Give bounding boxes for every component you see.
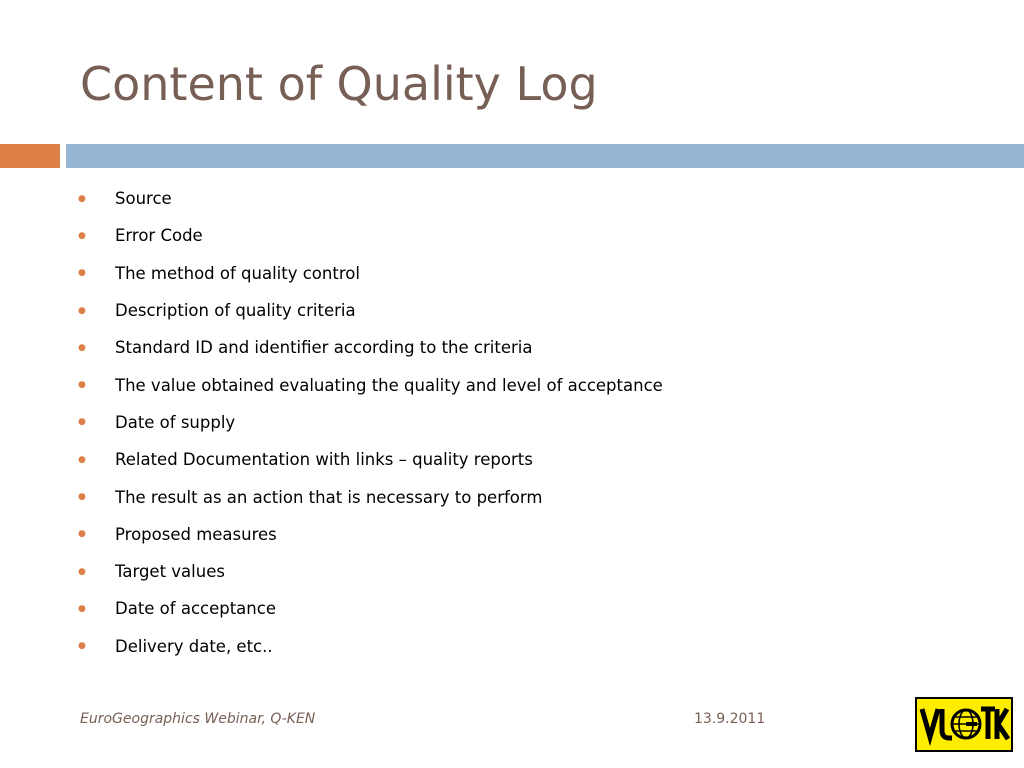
bullet-icon: ● (78, 305, 86, 316)
bullet-text: The value obtained evaluating the quality and level of acceptance (115, 375, 663, 395)
bullet-text: Date of supply (115, 412, 236, 432)
bullet-text: Standard ID and identifier according to the criteria (115, 338, 533, 358)
bullet-item (76, 292, 663, 329)
bullet-icon: ● (78, 268, 86, 279)
bullet-text: Date of acceptance (115, 599, 276, 619)
bullet-list (76, 180, 663, 665)
bullet-item (76, 404, 663, 441)
bullet-icon: ● (78, 342, 86, 353)
bullet-text: Related Documentation with links – quality reports (115, 450, 533, 470)
bullet-item (76, 478, 663, 515)
bullet-text: Delivery date, etc.. (115, 636, 273, 656)
bullet-icon: ● (78, 230, 86, 241)
bullet-icon: ● (78, 641, 86, 652)
bullet-item (76, 366, 663, 403)
bullet-item (76, 255, 663, 292)
accent-bar-blue (66, 144, 1024, 168)
bullet-icon: ● (78, 566, 86, 577)
bullet-icon: ● (78, 529, 86, 540)
bullet-item (76, 329, 663, 366)
bullet-item (76, 628, 663, 665)
accent-bar-orange (0, 144, 60, 168)
bullet-item (76, 553, 663, 590)
bullet-text: Target values (115, 562, 225, 582)
bullet-item (76, 516, 663, 553)
bullet-text: Error Code (115, 226, 203, 246)
bullet-text: Description of quality criteria (115, 301, 356, 321)
bullet-icon: ● (78, 380, 86, 391)
bullet-text: The method of quality control (115, 263, 360, 283)
bullet-item (76, 217, 663, 254)
vugtk-logo (915, 697, 1013, 752)
bullet-icon: ● (78, 193, 86, 204)
bullet-icon: ● (78, 417, 86, 428)
footer-date: 13.9.2011 (694, 711, 766, 727)
bullet-item (76, 441, 663, 478)
footer-event-text: EuroGeographics Webinar, Q-KEN (80, 711, 316, 727)
bullet-icon: ● (78, 603, 86, 614)
bullet-item (76, 590, 663, 627)
bullet-text: Proposed measures (115, 524, 277, 544)
bullet-text: The result as an action that is necessary to perform (115, 487, 543, 507)
slide-title: Content of Quality Log (80, 57, 598, 111)
bullet-text: Source (115, 189, 172, 209)
bullet-icon: ● (78, 454, 86, 465)
bullet-icon: ● (78, 492, 86, 503)
bullet-item (76, 180, 663, 217)
